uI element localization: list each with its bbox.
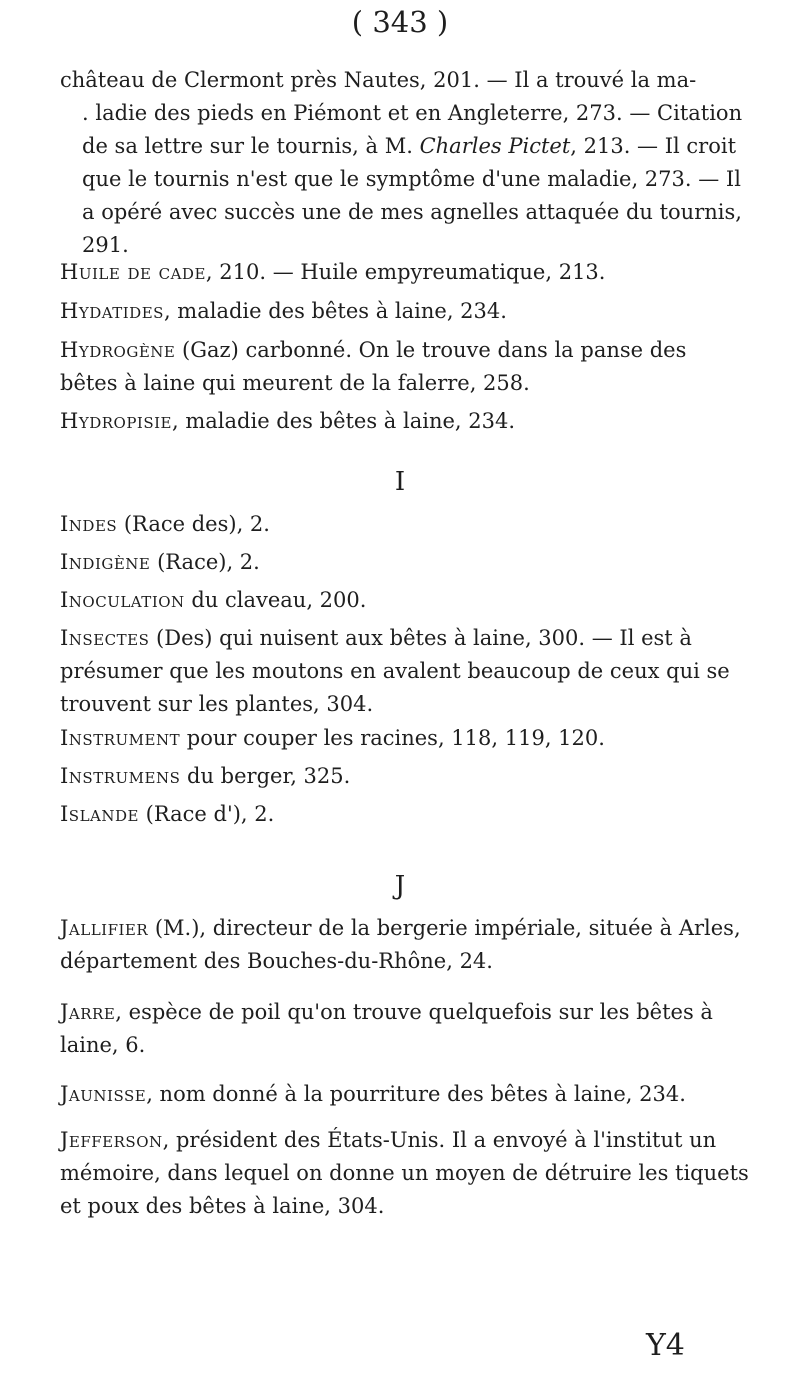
entry-term: Inoculation bbox=[60, 588, 185, 612]
entry-text: , maladie des bêtes à laine, 234. bbox=[172, 409, 516, 433]
entry-text: (Race), 2. bbox=[150, 550, 260, 574]
entry-inoculation bbox=[60, 584, 750, 617]
entry-jarre bbox=[60, 996, 750, 1062]
entry-term: Indes bbox=[60, 512, 118, 536]
entry-jaunisse bbox=[60, 1078, 750, 1111]
entry-instrumens bbox=[60, 760, 750, 793]
entry-text: , maladie des bêtes à laine, 234. bbox=[163, 299, 507, 323]
entry-term: Hydropisie bbox=[60, 409, 173, 433]
entry-text: (M.), directeur de la bergerie impériale, située à Arles, département des Bouches-du-Rhône, 24. bbox=[60, 916, 741, 973]
entry-huile bbox=[60, 256, 750, 289]
entry-indes bbox=[60, 508, 750, 541]
entry-text: , 210. — Huile empyreumatique, 213. bbox=[205, 260, 606, 284]
entry-indigene bbox=[60, 546, 750, 579]
entry-term: Hydrogène bbox=[60, 338, 176, 362]
entry-text: (Gaz) carbonné. On le trouve dans la panse des bêtes à laine qui meurent de la falerre, 258. bbox=[60, 338, 687, 395]
entry-jefferson bbox=[60, 1124, 750, 1223]
entry-text: du claveau, 200. bbox=[184, 588, 367, 612]
entry-insectes bbox=[60, 622, 750, 721]
entry-term: Jefferson bbox=[60, 1128, 163, 1152]
entry-text: pour couper les racines, 118, 119, 120. bbox=[180, 726, 605, 750]
entry-continuation: . ladie des pieds en Piémont et en Angleterre, 273. — Citation de sa lettre sur le tournis, à M. Charles Pictet, 213. — Il croit que le tournis n'est que le symptôme d'une maladie, 273. — Il a opéré avec succès une de mes agnelles attaquée du tournis, 291. bbox=[82, 101, 743, 257]
entry-text: , espèce de poil qu'on trouve quelquefois sur les bêtes à laine, 6. bbox=[60, 1000, 713, 1057]
entry-chateau bbox=[60, 64, 750, 262]
entry-text: (Race des), 2. bbox=[117, 512, 270, 536]
entry-term: Instrumens bbox=[60, 764, 181, 788]
entry-text: (Race d'), 2. bbox=[138, 802, 275, 826]
entry-islande bbox=[60, 798, 750, 831]
entry-text: , nom donné à la pourriture des bêtes à laine, 234. bbox=[146, 1082, 686, 1106]
entry-text: , président des États-Unis. Il a envoyé à l'institut un mémoire, dans lequel on donne un moyen de détruire les tiquets et poux des bêtes à laine, 304. bbox=[60, 1128, 749, 1218]
entry-instrument bbox=[60, 722, 750, 755]
entry-term: Insectes bbox=[60, 626, 150, 650]
page-number: ( 343 ) bbox=[351, 5, 449, 39]
entry-text: (Des) qui nuisent aux bêtes à laine, 300. — Il est à présumer que les moutons en avalent beaucoup de ceux qui se trouvent sur les plantes, 304. bbox=[60, 626, 730, 716]
entry-term: Hydatides bbox=[60, 299, 164, 323]
entry-term: Jaunisse bbox=[60, 1082, 147, 1106]
entry-term: Islande bbox=[60, 802, 139, 826]
entry-hydrogene bbox=[60, 334, 750, 400]
entry-term: Instrument bbox=[60, 726, 181, 750]
signature-mark: Y4 bbox=[646, 1328, 685, 1363]
entry-term: Indigène bbox=[60, 550, 151, 574]
entry-text: château de Clermont près Nautes, 201. — Il a trouvé la ma- bbox=[60, 68, 697, 92]
section-letter-i: I bbox=[394, 467, 406, 497]
entry-term: Huile de cade bbox=[60, 260, 206, 284]
entry-text: du berger, 325. bbox=[180, 764, 351, 788]
section-letter-j: J bbox=[394, 871, 406, 901]
entry-term: Jallifier bbox=[60, 916, 149, 940]
entry-hydatides bbox=[60, 295, 750, 328]
entry-hydropisie bbox=[60, 405, 750, 438]
entry-italic-name: Charles Pictet bbox=[419, 134, 571, 158]
entry-term: Jarre bbox=[60, 1000, 116, 1024]
entry-jallifier bbox=[60, 912, 750, 978]
